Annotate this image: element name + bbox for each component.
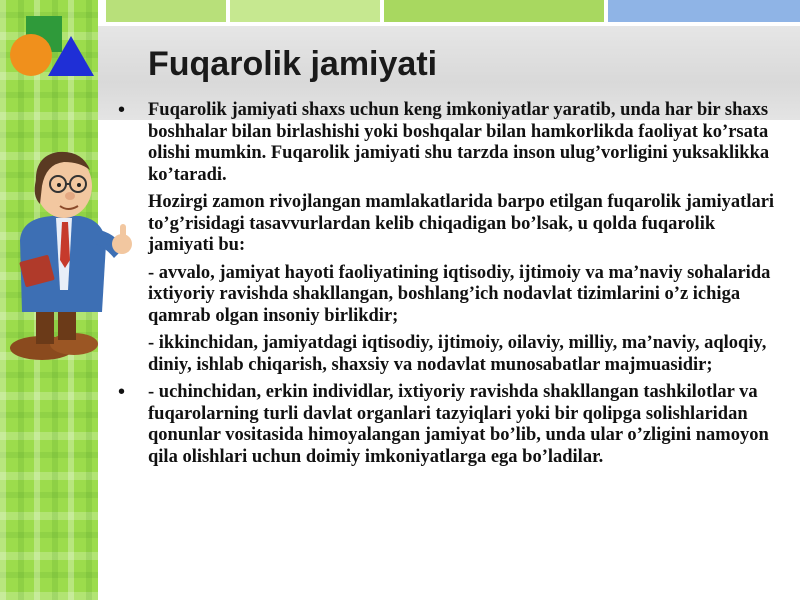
- slide-content: [118, 100, 780, 474]
- paragraph-2: [118, 192, 780, 257]
- logo-triangle-icon: [48, 36, 94, 76]
- top-decorative-bar: [98, 0, 800, 22]
- logo-circle-icon: [10, 34, 52, 76]
- paragraph-5: [118, 382, 780, 468]
- paragraph-text: Fuqarolik jamiyati shaxs uchun keng imkoniyatlar yaratib, unda har bir shaxs boshhalar bilan birlashishi yoki boshqalar bilan hamkorlikda faoliyat ko’rsata olishi mumkin. Fuqarolik jamiyati shu tarzda inson ulug’vorligini yuksaklikka ko’taradi.: [148, 100, 770, 185]
- paragraph-1: [118, 100, 780, 186]
- paragraph-4: [118, 333, 780, 376]
- slide-title: Fuqarolik jamiyati: [148, 45, 438, 83]
- bullet-icon: •: [118, 99, 126, 121]
- paragraph-text: - uchinchidan, erkin individlar, ixtiyoriy ravishda shakllangan tashkilotlar va fuqarolarning turli davlat organlari tazyiqlari yoki bir qolipga solishlaridan qonunlar vositasida himoyalangan jamiyat bo’lib, unda ular o’zligini namoyon qila olishlari uchun doimiy imkoniyatlarga ega bo’ladilar.: [148, 382, 769, 467]
- paragraph-3: [118, 263, 780, 328]
- paragraph-text: - ikkinchidan, jamiyatdagi iqtisodiy, ijtimoiy, oilaviy, milliy, ma’naviy, aqloqiy, diniy, ishlab chiqarish, shaxsiy va nodavlat munosabatlar majmuasidir;: [148, 333, 767, 375]
- paragraph-text: - avvalo, jamiyat hayoti faoliyatining iqtisodiy, ijtimoiy va ma’naviy sohalarida ixtiyoriy ravishda shakllangan, boshlang’ich nodavlat tizimlarini o’z ichiga qamrab olgan insoniy birlikdir;: [148, 262, 771, 326]
- logo: [8, 14, 88, 80]
- paragraph-text: Hozirgi zamon rivojlangan mamlakatlarida barpo etilgan fuqarolik jamiyatlari to’g’risidagi tasavvurlardan kelib chiqadigan bo’lsak, u qolda fuqarolik jamiyati bu:: [148, 192, 775, 255]
- bullet-icon: •: [118, 381, 126, 403]
